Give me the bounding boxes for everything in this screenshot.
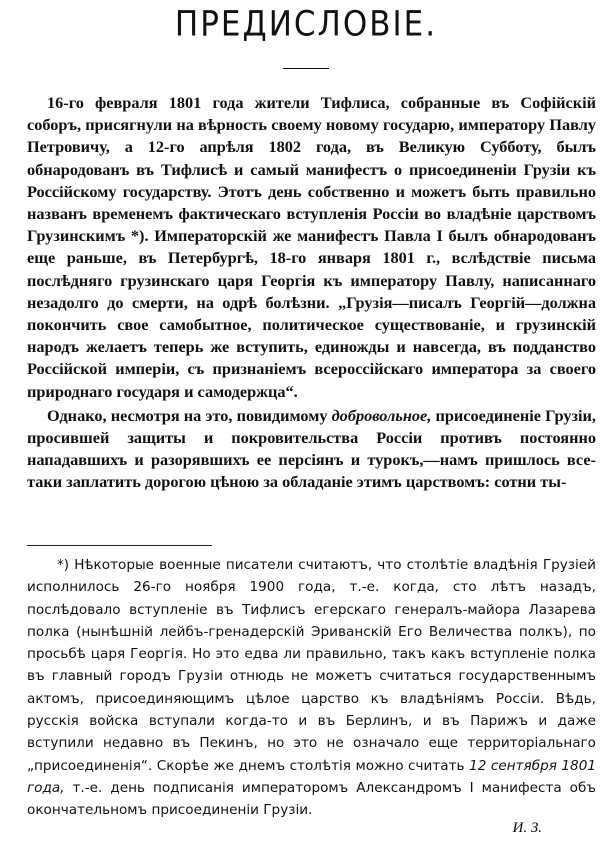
paragraph-1: 16-го февраля 1801 года жители Тифлиса, собранные въ Софійскій соборъ, присягнули на вѣрность своему новому государю, императору Павлу Петровичу, а 12-го апрѣля 1802 года, въ Великую Субботу, былъ обнародованъ въ Тифлисѣ и самый манифестъ о присоединеніи Грузіи къ Россійскому государству. Этотъ день собственно и можетъ быть правильно названъ временемъ фактическаго вступленія Россіи во владѣніе царствомъ Грузинскимъ *). Императорскій же манифестъ Павла I былъ обнародованъ еще раньше, въ Петербургѣ, 18-го января 1801 г., вслѣдствіе письма послѣдняго грузинскаго царя Георгія къ императору Павлу, написаннаго незадолго до смерти, на одрѣ болѣзни. „Грузія—писалъ Георгій—должна покончить свое самобытное, политическое существованіе, и грузинскій народъ желаетъ теперь же вступить, единожды и навсегда, въ подданство Россійской имперіи, съ признаніемъ всероссійскаго императора за своего природнаго государя и самодержца“.	[27, 93, 596, 401]
footnote-paragraph	[27, 554, 596, 822]
page-title: ПРЕДИСЛОВІЕ.	[174, 4, 438, 45]
paragraph-2-end: присоединеніе Грузіи, просившей защиты и покровительства Россіи противъ постоянно нападавшихъ и разорявшихъ ее персіянъ и турокъ,—намъ пришлось все-таки заплатить дорогою цѣною за обладаніе этимъ царствомъ: сотни ты-	[27, 405, 596, 492]
footnote-divider	[27, 545, 212, 546]
title-divider	[283, 68, 329, 69]
footnote-start: *) Нѣкоторые военные писатели считаютъ, что столѣтіе владѣнія Грузіей исполнилось 26-го ноября 1900 года, т.-е. когда, сто лѣтъ назадъ, послѣдовало вступленіе въ Тифлисъ егерскаго генералъ-майора Лазарева полка (нынѣшній лейбъ-гренадерскій Эриванскій Его Величества полкъ), по просьбѣ царя Георгія. Но это едва ли правильно, такъ какъ вступленіе полка въ главный городъ Грузіи отнюдь не можетъ считаться государственнымъ актомъ, присоединяющимъ цѣлое царство къ владѣніямъ Россіи. Вѣдь, русскія войска вступали когда-то и въ Берлинъ, и въ Парижъ и даже вступили недавно въ Пекинъ, но это не означало еще территоріальнаго „присоединенія“. Скорѣе же днемъ столѣтія можно считать	[27, 557, 596, 774]
paragraph-2	[27, 405, 596, 494]
footnote-end: т.-е. день подписанія императоромъ Александромъ I манифеста объ окончательномъ присоединеніи Грузіи.	[27, 779, 596, 819]
paragraph-2-start: Однако, несмотря на это, повидимому	[47, 405, 332, 425]
paragraph-2-italic: добровольное,	[331, 405, 432, 425]
main-text	[27, 92, 596, 494]
footnote	[27, 554, 596, 822]
author-initials: И. З.	[512, 820, 542, 836]
footnote-italic-date: 12 сентября 1801 года,	[27, 757, 596, 796]
